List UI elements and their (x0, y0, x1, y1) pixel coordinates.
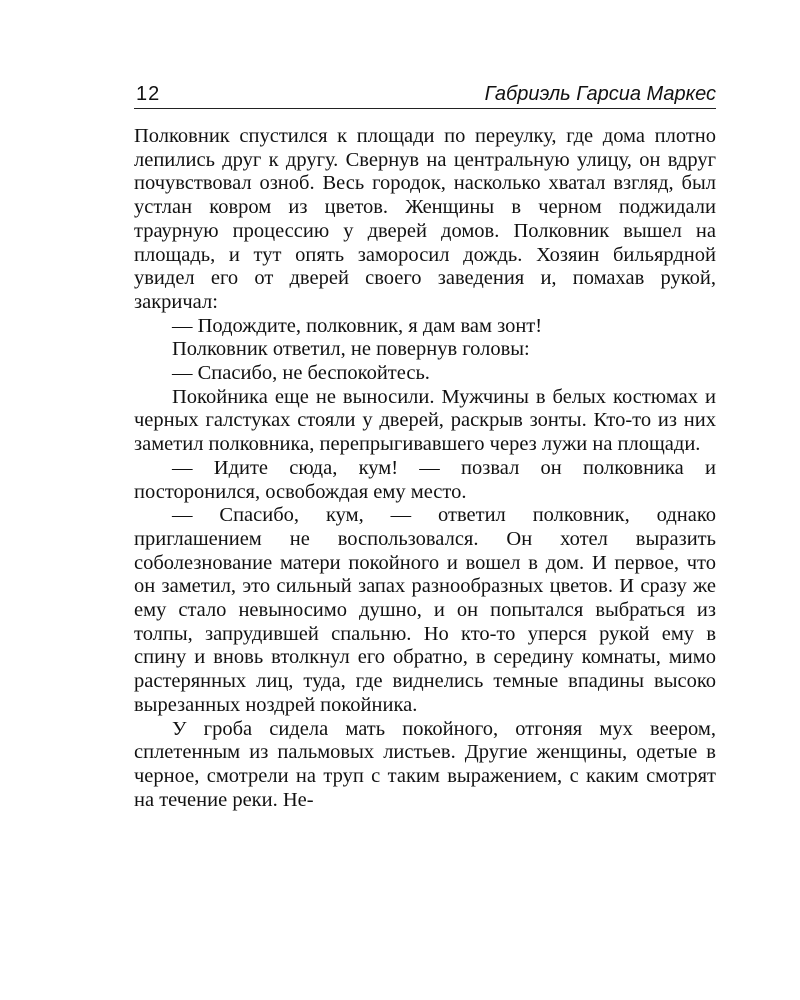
paragraph: — Спасибо, не беспокойтесь. (172, 362, 430, 385)
running-header (134, 78, 716, 109)
paragraph: — Спасибо, кум, — ответил полковник, однако приглашением не воспользовался. Он хотел выразить соболезнование матери покойного и вошел в дом. И первое, что он заметил, это сильный запах разнообразных цветов. И сразу же ему стало невыносимо душно, и он попытался выбраться из толпы, запрудившей спальню. Но кто-то уперся рукой ему в спину и вновь втолкнул его обратно, в середину комнаты, мимо растерянных лиц, туда, где виднелись темные впадины высоко вырезанных ноздрей покойника. (134, 504, 716, 716)
book-page (134, 78, 716, 812)
paragraph: — Идите сюда, кум! — позвал он полковника и посторонился, освобождая ему место. (134, 456, 716, 503)
paragraph: У гроба сидела мать покойного, отгоняя мух веером, сплетенным из пальмовых листьев. Другие женщины, одетые в черное, смотрели на труп с таким выражением, с каким смотрят на течение реки. Не- (134, 717, 716, 811)
paragraph: Покойника еще не выносили. Мужчины в белых костюмах и черных галстуках стояли у дверей, раскрыв зонты. Кто-то из них заметил полковника, перепрыгивавшего через лужи на площади. (134, 385, 716, 456)
paragraph: Полковник спустился к площади по переулку, где дома плотно лепились друг к другу. Свернув на центральную улицу, он вдруг почувствовал озноб. Весь городок, насколько хватал взгляд, был устлан ковром из цветов. Женщины в черном поджидали траурную процессию у дверей домов. Полковник вышел на площадь, и тут опять заморосил дождь. Хозяин бильярдной увидел его от дверей своего заведения и, помахав рукой, закричал: (134, 125, 716, 313)
page-number: 12 (136, 83, 161, 105)
paragraph: — Подождите, полковник, я дам вам зонт! (172, 314, 543, 337)
body-text (134, 125, 716, 812)
author-name: Габриэль Гарсиа Маркес (484, 83, 716, 105)
paragraph: Полковник ответил, не повернув головы: (172, 338, 530, 361)
